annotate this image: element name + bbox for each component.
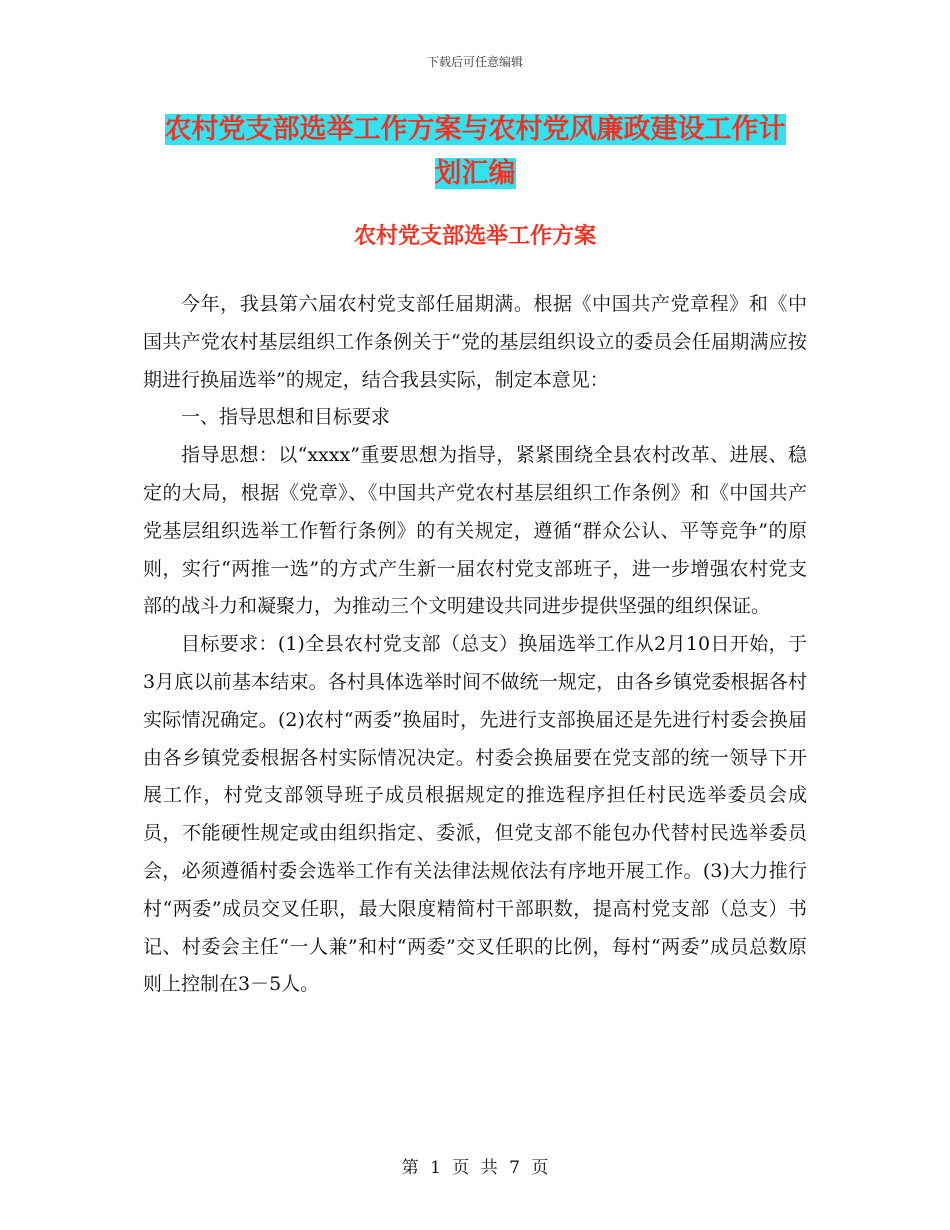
paragraph-guiding-ideology: 指导思想：以“xxxx”重要思想为指导，紧紧围绕全县农村改革、进展、稳定的大局，根据《党章》、《中国共产党农村基层组织工作条例》和《中国共产党基层组织选举工作暂行条例》的有关规定，遵循“群众公认、平等竞争”的原则，实行“两推一选”的方式产生新一届农村党支部班子，进一步增强农村党支部的战斗力和凝聚力，为推动三个文明建设共同进步提供坚强的组织保证。 bbox=[143, 444, 807, 618]
document-title-line-2: 划汇编 bbox=[434, 158, 516, 189]
paragraph-goals: 目标要求：(1)全县农村党支部（总支）换届选举工作从2月10日开始，于3月底以前基本结束。各村具体选举时间不做统一规定，由各乡镇党委根据各村实际情况确定。(2)农村“两委”换届时，先进行支部换届还是先进行村委会换届由各乡镇党委根据各村实际情况决定。村委会换届要在党支部的统一领导下开展工作，村党支部领导班子成员根据规定的推选程序担任村民选举委员会成员，不能硬性规定或由组织指定、委派，但党支部不能包办代替村民选举委员会，必须遵循村委会选举工作有关法律法规依法有序地开展工作。(3)大力推行村“两委”成员交叉任职，最大限度精简村干部职数，提高村党支部（总支）书记、村委会主任“一人兼”和村“两委”交叉任职的比例，每村“两委”成员总数原则上控制在3－5人。 bbox=[143, 633, 807, 996]
document-body bbox=[143, 286, 807, 1004]
page-number: 第 1 页 共 7 页 bbox=[401, 1158, 549, 1178]
document-title-line-1: 农村党支部选举工作方案与农村党风廉政建设工作计 bbox=[164, 114, 786, 145]
section-title: 农村党支部选举工作方案 bbox=[353, 224, 596, 249]
document-title bbox=[0, 108, 950, 196]
paragraph-intro: 今年，我县第六届农村党支部任届期满。根据《中国共产党章程》和《中国共产党农村基层组织工作条例关于“党的基层组织设立的委员会任届期满应按期进行换届选举”的规定，结合我县实际，制定本意见： bbox=[143, 293, 807, 391]
heading-guiding-ideology: 一、指导思想和目标要求 bbox=[181, 406, 391, 429]
header-note: 下载后可任意编辑 bbox=[426, 55, 523, 69]
